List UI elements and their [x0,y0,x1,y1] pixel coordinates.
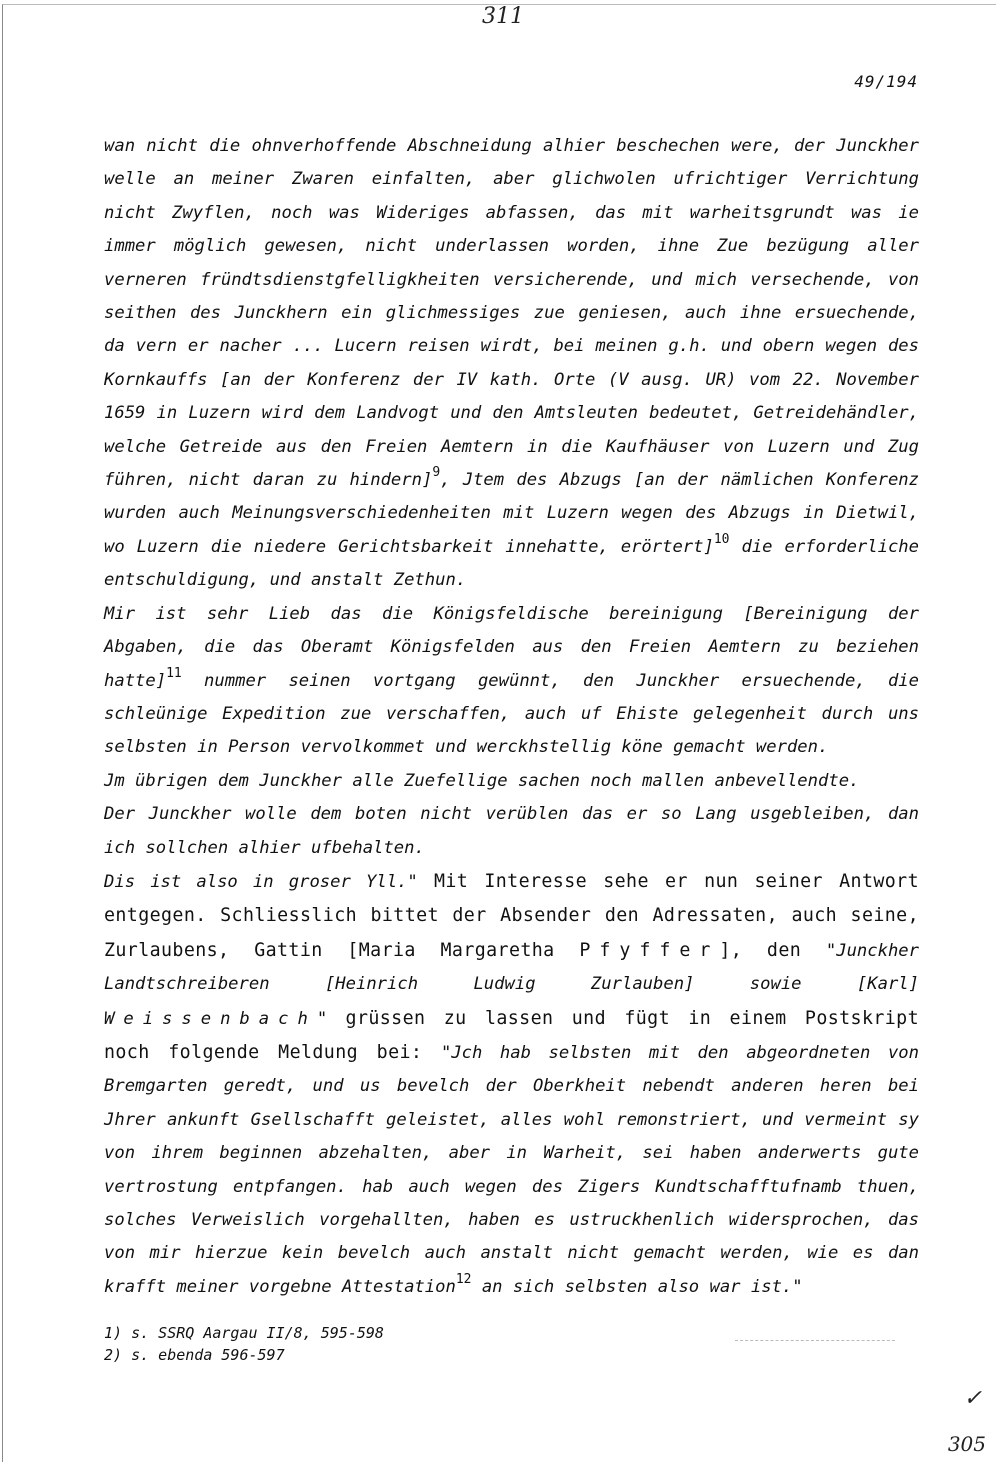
quote-text: Dis ist also in groser Yll." [104,871,418,892]
footnotes [104,1322,384,1366]
quote-text: die erforderliche entschuldigung, und anstalt Zethun. [104,536,920,591]
quote-text: Mir ist sehr Lieb das die Königsfeldische bereinigung [Bereinigung der Abgaben, die das Oberamt Königsfelden aus den Freien Aemtern zu beziehen hatte] [104,603,919,691]
quote-text: , Jtem des Abzugs [an der nämlichen Konferenz wurden auch Meinungsverschiedenheiten mit Luzern wegen des Abzugs in Dietwil, wo Luzern die niedere Gerichtsbarkeit innehatte, erörtert] [104,470,919,557]
main-text [104,130,919,1304]
editorial-text: Mit Interesse sehe er nun seiner Antwort entgegen. Schliesslich bittet der Absender den Adressaten, auch seine, Zurlaubens, Gattin [Maria Margaretha [104,870,919,961]
footnote-ref-11: 11 [166,665,182,681]
quote-text: "Junckher Landtschreiberen [Heinrich Ludwig Zurlauben] sowie [Karl] [104,940,920,995]
paragraph-summary [104,865,919,1304]
spaced-name: Weissenbach [104,1008,317,1029]
handwritten-folio-number: 311 [482,4,524,29]
footnote-2: 2) s. ebenda 596-597 [104,1346,285,1364]
paragraph-uebrigen: Jm übrigen dem Junckher alle Zuefellige sachen noch mallen anbevellendte. [104,770,860,791]
footnote-ref-12: 12 [455,1271,472,1287]
paragraph-koenigsfelden [104,598,919,765]
editorial-text: ], den [719,939,826,961]
quote-text: an sich selbsten also war ist." [471,1276,803,1297]
quote-text: "Jch hab selbsten mit den abgeordneten von Bremgarten geredt, und us bevelch der Oberkheit nebendt anderen heren bei Jhrer ankunft Gsellschafft geleistet, alles wohl remonstriert, und vermeint sy von ihrem beginnen abzehalten, aber in Warheit, sei haben anderwerts gute vertrostung entpfangen. hab auch wegen des Zigers Kundtschafftufnamb thuen, solches Verweislich vorgehallten, haben es ustruckhenlich widersprochen, das von mir hierzue kein bevelch auch anstalt nicht gemacht werden, wie es dan krafft meiner vorgebne Attestation [104,1042,919,1297]
quote-text: nummer seinen vortgang gewünnt, den Junckher ersuechende, die schleünige Expedition zue verschaffen, auch uf Ehiste gelegenheit durch uns selbsten in Person vervolkommet und werckhstellig köne gemacht werden. [104,670,919,758]
dashed-line [735,1340,895,1341]
quote-text: " [316,1008,328,1029]
page-reference: 49/194 [854,72,918,91]
footnote-ref-10: 10 [713,531,730,547]
spaced-name: Pfyffer [579,939,720,961]
footnote-ref-9: 9 [432,465,441,481]
footnote-1: 1) s. SSRQ Aargau II/8, 595-598 [104,1324,384,1342]
quote-text: wan nicht die ohnverhoffende Abschneidung alhier beschechen were, der Junckher welle an meiner Zwaren einfalten, aber glichwolen ufrichtiger Verrichtung nicht Zwyflen, noch was Wideriges abfassen, das mit warheitsgrundt was ie immer möglich gewesen, nicht underlassen worden, ihne Zue bezügung aller verneren fründtsdienstgfelligkheiten versicherende, und mich versechende, von seithen des Junckhern ein glichmessiges zue geniesen, auch ihne ersuechende, da vern er nacher ... Lucern reisen wirdt, bei meinen g.h. und obern wegen des Kornkauffs [an der Konferenz der IV kath. Orte (V ausg. UR) vom 22. November 1659 in Luzern wird dem Landvogt und den Amtsleuten bedeutet, Getreidehändler, welche Getreide aus den Freien Aemtern in die Kaufhäuser von Luzern und Zug führen, nicht daran zu hindern] [104,136,919,491]
editorial-text: grüssen zu lassen und fügt in einem Postskript noch folgende Meldung bei: [104,1007,919,1063]
handwritten-page-number: 305 [947,1432,986,1456]
paragraph-boten: Der Junckher wolle dem boten nicht verüblen das er so Lang usgebleiben, dan ich sollchen alhier ufbehalten. [104,804,919,858]
paragraph-letter-continuation [104,130,919,598]
check-mark-icon: ✓ [963,1386,982,1411]
